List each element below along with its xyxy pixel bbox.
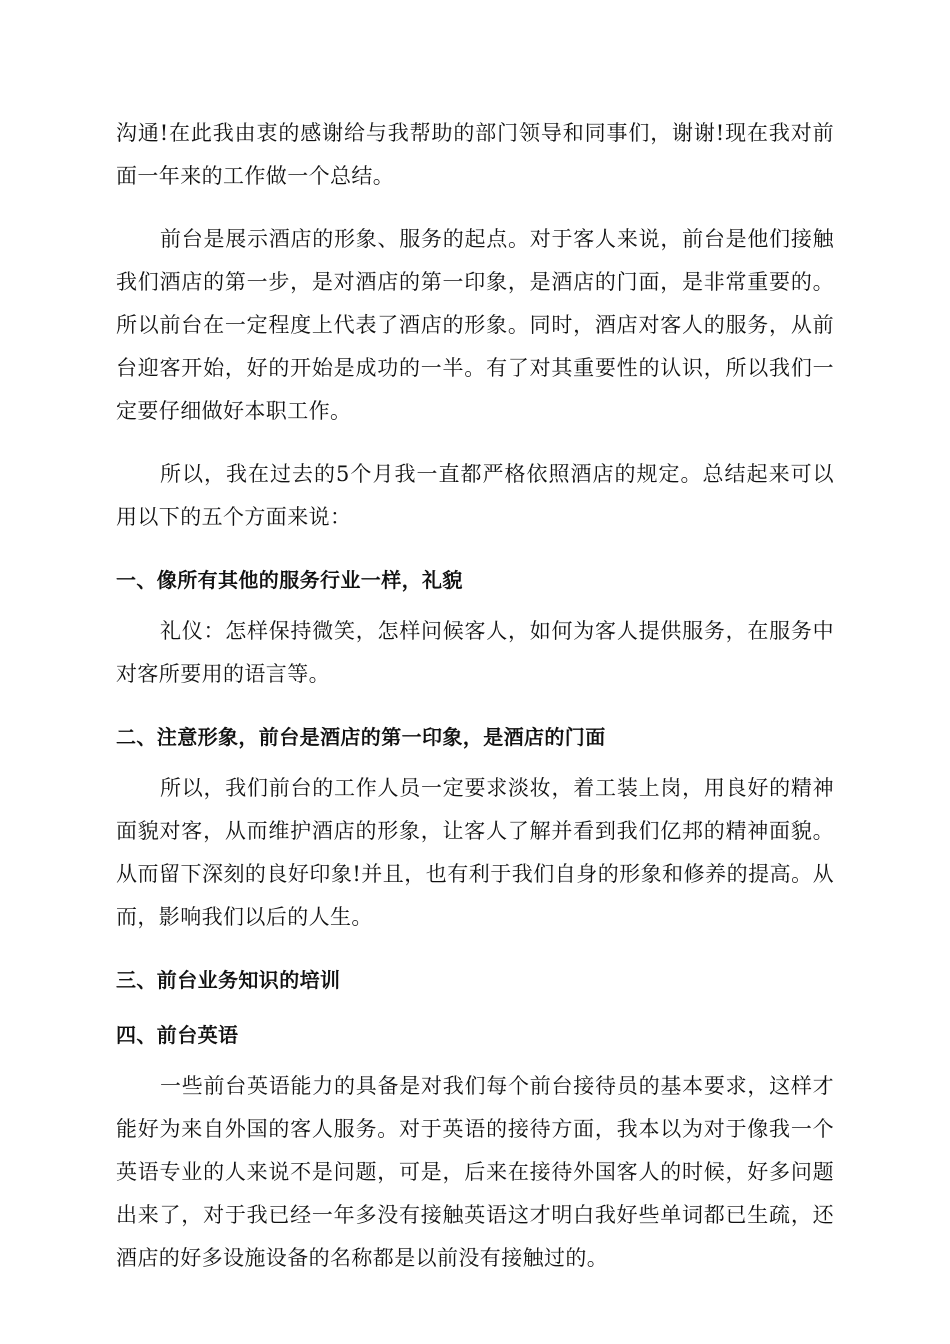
body-paragraph-2: 前台是展示酒店的形象、服务的起点。对于客人来说，前台是他们接触我们酒店的第一步，是对酒店的第一印象，是酒店的门面，是非常重要的。所以前台在一定程度上代表了酒店的形象。同时，酒店对客人的服务，从前台迎客开始，好的开始是成功的一半。有了对其重要性的认识，所以我们一定要仔细做好本职工作。 xyxy=(116,227,834,423)
body-paragraph-1: 沟通!在此我由衷的感谢给与我帮助的部门领导和同事们，谢谢!现在我对前面一年来的工作做一个总结。 xyxy=(116,121,834,188)
body-paragraph-6: 一些前台英语能力的具备是对我们每个前台接待员的基本要求，这样才能好为来自外国的客人服务。对于英语的接待方面，我本以为对于像我一个英语专业的人来说不是问题，可是，后来在接待外国客人的时候，好多问题出来了，对于我已经一年多没有接触英语这才明白我好些单词都已生疏，还酒店的好多设施设备的名称都是以前没有接触过的。 xyxy=(116,1074,834,1270)
section-heading-3: 三、前台业务知识的培训 xyxy=(116,968,341,992)
document-page xyxy=(116,112,834,1280)
body-paragraph-3: 所以，我在过去的5个月我一直都严格依照酒店的规定。总结起来可以用以下的五个方面来说： xyxy=(116,462,834,529)
body-paragraph-4: 礼仪：怎样保持微笑，怎样问候客人，如何为客人提供服务，在服务中对客所要用的语言等。 xyxy=(116,619,834,686)
body-paragraph-5: 所以，我们前台的工作人员一定要求淡妆，着工装上岗，用良好的精神面貌对客，从而维护酒店的形象，让客人了解并看到我们亿邦的精神面貌。从而留下深刻的良好印象!并且，也有利于我们自身的形象和修养的提高。从而，影响我们以后的人生。 xyxy=(116,776,834,929)
section-heading-2: 二、注意形象，前台是酒店的第一印象，是酒店的门面 xyxy=(116,725,606,749)
section-heading-4: 四、前台英语 xyxy=(116,1023,239,1047)
section-heading-1: 一、像所有其他的服务行业一样，礼貌 xyxy=(116,568,463,592)
